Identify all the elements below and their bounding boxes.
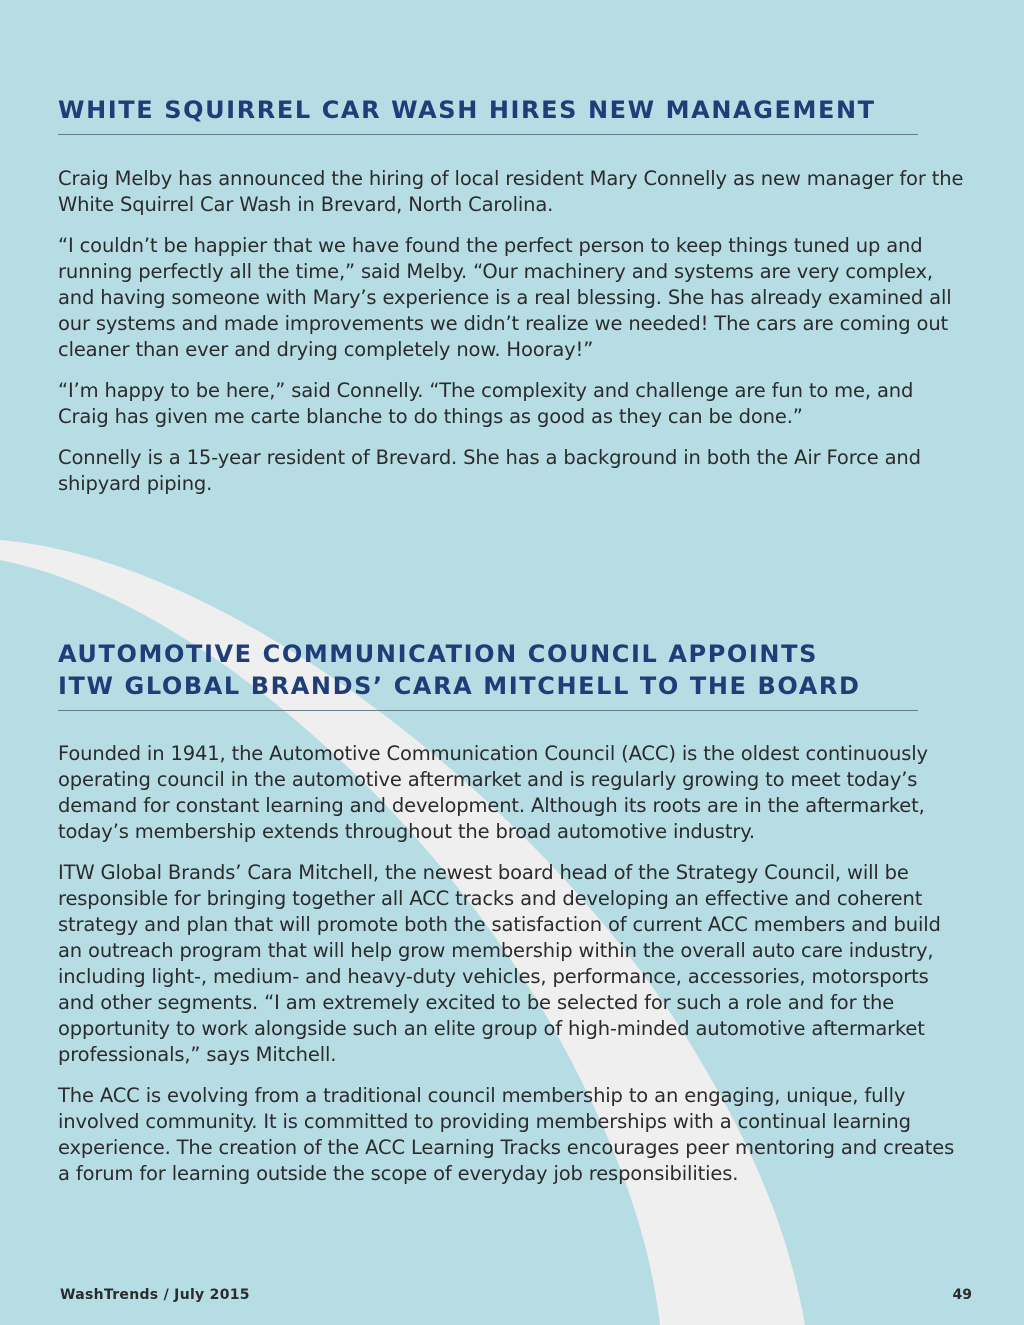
- article-white-squirrel: [58, 94, 968, 497]
- article1-paragraph-3: “I’m happy to be here,” said Connelly. “The complexity and challenge are fun to me, and Craig has given me carte blanche to do things as good as they can be done.”: [58, 379, 914, 428]
- article1-paragraph-2: “I couldn’t be happier that we have found the perfect person to keep things tuned up and running perfectly all the time,” said Melby. “Our machinery and systems are very complex, and having someone with Mary’s experience is a real blessing. She has already examined all our systems and made improvements we didn’t realize we needed! The cars are coming out cleaner than ever and drying completely now. Hooray!”: [58, 234, 952, 361]
- article2-title: [58, 638, 968, 702]
- article2-title-rule: [58, 710, 918, 711]
- article1-title-rule: [58, 134, 918, 135]
- article1-paragraph-4: Connelly is a 15-year resident of Brevard. She has a background in both the Air Force and shipyard piping.: [58, 446, 921, 495]
- footer-page-number: 49: [952, 1287, 972, 1303]
- article2-paragraph-2: ITW Global Brands’ Cara Mitchell, the newest board head of the Strategy Council, will be responsible for bringing together all ACC tracks and developing an effective and coherent strategy and plan that will promote both the satisfaction of current ACC members and build an outreach program that will help grow membership within the overall auto care industry, including light-, medium- and heavy-duty vehicles, performance, accessories, motorsports and other segments. “I am extremely excited to be selected for such a role and for the opportunity to work alongside such an elite group of high-minded automotive aftermarket professionals,” says Mitchell.: [58, 861, 941, 1066]
- article2-title-line-1: AUTOMOTIVE COMMUNICATION COUNCIL APPOINTS: [58, 640, 818, 668]
- article1-paragraph-1: Craig Melby has announced the hiring of local resident Mary Connelly as new manager for the White Squirrel Car Wash in Brevard, North Carolina.: [58, 167, 964, 216]
- article1-title: WHITE SQUIRREL CAR WASH HIRES NEW MANAGEMENT: [58, 96, 876, 124]
- article2-paragraph-1: Founded in 1941, the Automotive Communication Council (ACC) is the oldest continuously operating council in the automotive aftermarket and is regularly growing to meet today’s demand for constant learning and development. Although its roots are in the aftermarket, today’s membership extends throughout the broad automotive industry.: [58, 742, 928, 843]
- article-acc-appoints: [58, 638, 968, 1187]
- article2-paragraph-3: The ACC is evolving from a traditional council membership to an engaging, unique, fully involved community. It is committed to providing memberships with a continual learning experience. The creation of the ACC Learning Tracks encourages peer mentoring and creates a forum for learning outside the scope of everyday job responsibilities.: [58, 1084, 955, 1185]
- article2-title-line-2: ITW GLOBAL BRANDS’ CARA MITCHELL TO THE BOARD: [58, 672, 861, 700]
- footer-publication: WashTrends / July 2015: [60, 1287, 250, 1303]
